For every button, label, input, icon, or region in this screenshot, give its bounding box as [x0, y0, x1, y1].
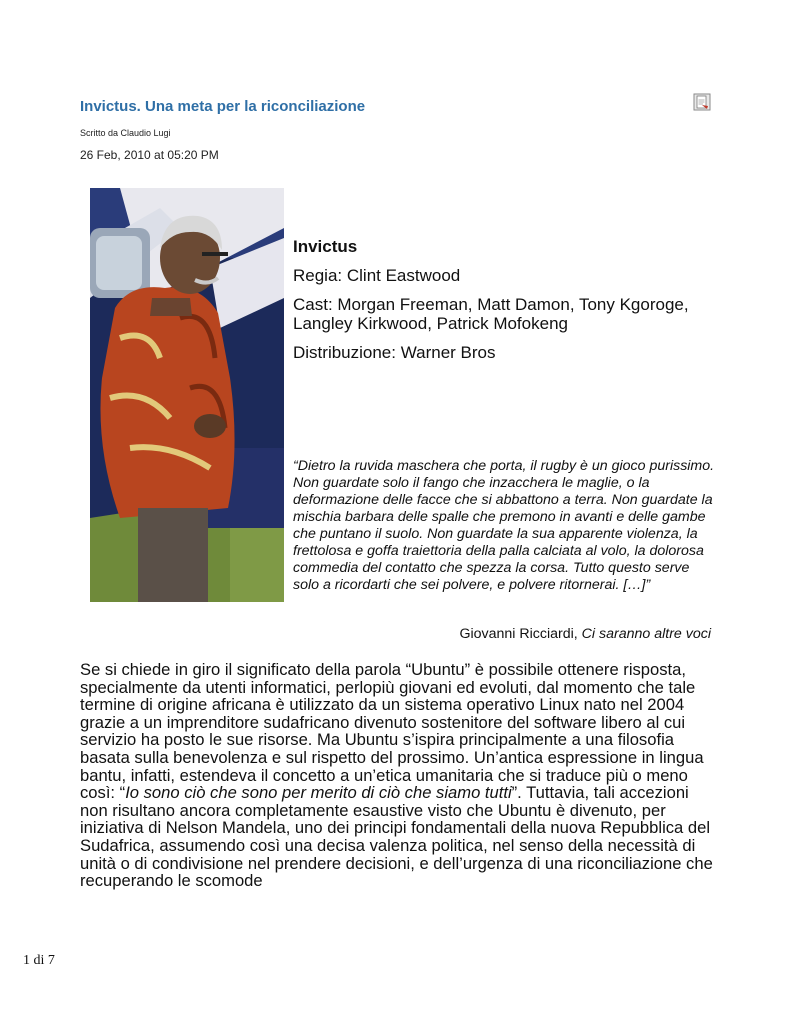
article-title-link[interactable]: Invictus. Una meta per la riconciliazione	[80, 98, 366, 115]
quote-author: Giovanni Ricciardi,	[459, 626, 582, 642]
body-paragraph	[80, 661, 720, 890]
body-text-part2: ”. Tuttavia, tali accezioni non risultano ancora completamente esaustive visto che Ubuntu è divenuto, per iniziativa di Nelson Mandela, uno dei principi fondamentali della nuova Repubblica del Sudafrica, assumendo così una decisa valenza politica, nel senso della necessità di unità o di condivisione nel prendere decisioni, e dell’urgenza di una riconciliazione che recuperando le scomode	[80, 783, 713, 891]
article-author: Scritto da Claudio Lugi	[80, 128, 171, 138]
quote-attribution	[459, 626, 711, 642]
film-title: Invictus	[293, 237, 358, 256]
epigraph-quote: “Dietro la ruvida maschera che porta, il rugby è un gioco purissimo. Non guardate solo il fango che inzacchera le maglie, o la deformazione delle facce che si abbattono a terra. Non guardate la mischia barbara delle spalle che premono in avanti e delle gambe che puntano il suolo. Non guardate la sua apparente violenza, la frettolosa e goffa traiettoria della palla calciata al volo, la dolorosa commedia del contatto che spezza la corsa. Tutto questo serve solo a ricordarti che sei polvere, e polvere ritornerai. […]”	[293, 458, 715, 593]
article-date: 26 Feb, 2010 at 05:20 PM	[80, 148, 219, 162]
film-distribution: Distribuzione: Warner Bros	[293, 343, 496, 362]
page-number: 1 di 7	[23, 953, 55, 968]
film-still-photo	[90, 188, 284, 602]
body-text-part1: Se si chiede in giro il significato della parola “Ubuntu” è possibile ottenere risposta, specialmente da utenti informatici, perlopiù giovani ed evoluti, dal momento che tale termine di origine africana è utilizzato da un sistema operativo Linux nato nel 2004 grazie a un imprenditore sudafricano divenuto sostenitore del software libero al cui servizio ha posto le sue risorse. Ma Ubuntu s’ispira principalmente a una filosofia basata sulla benevolenza e sul rispetto del prossimo. Un’antica espressione in lingua bantu, infatti, estendeva il concetto a un’etica umanitaria che si traduce più o meno così: “	[80, 660, 704, 803]
film-cast: Cast: Morgan Freeman, Matt Damon, Tony Kgoroge, Langley Kirkwood, Patrick Mofokeng	[293, 295, 689, 333]
article-body	[80, 661, 720, 890]
film-director: Regia: Clint Eastwood	[293, 266, 461, 285]
pdf-export-icon[interactable]	[693, 93, 711, 111]
ubuntu-motto: Io sono ciò che sono per merito di ciò che siamo tutti	[125, 783, 512, 803]
quote-book-title: Ci saranno altre voci	[581, 626, 711, 642]
